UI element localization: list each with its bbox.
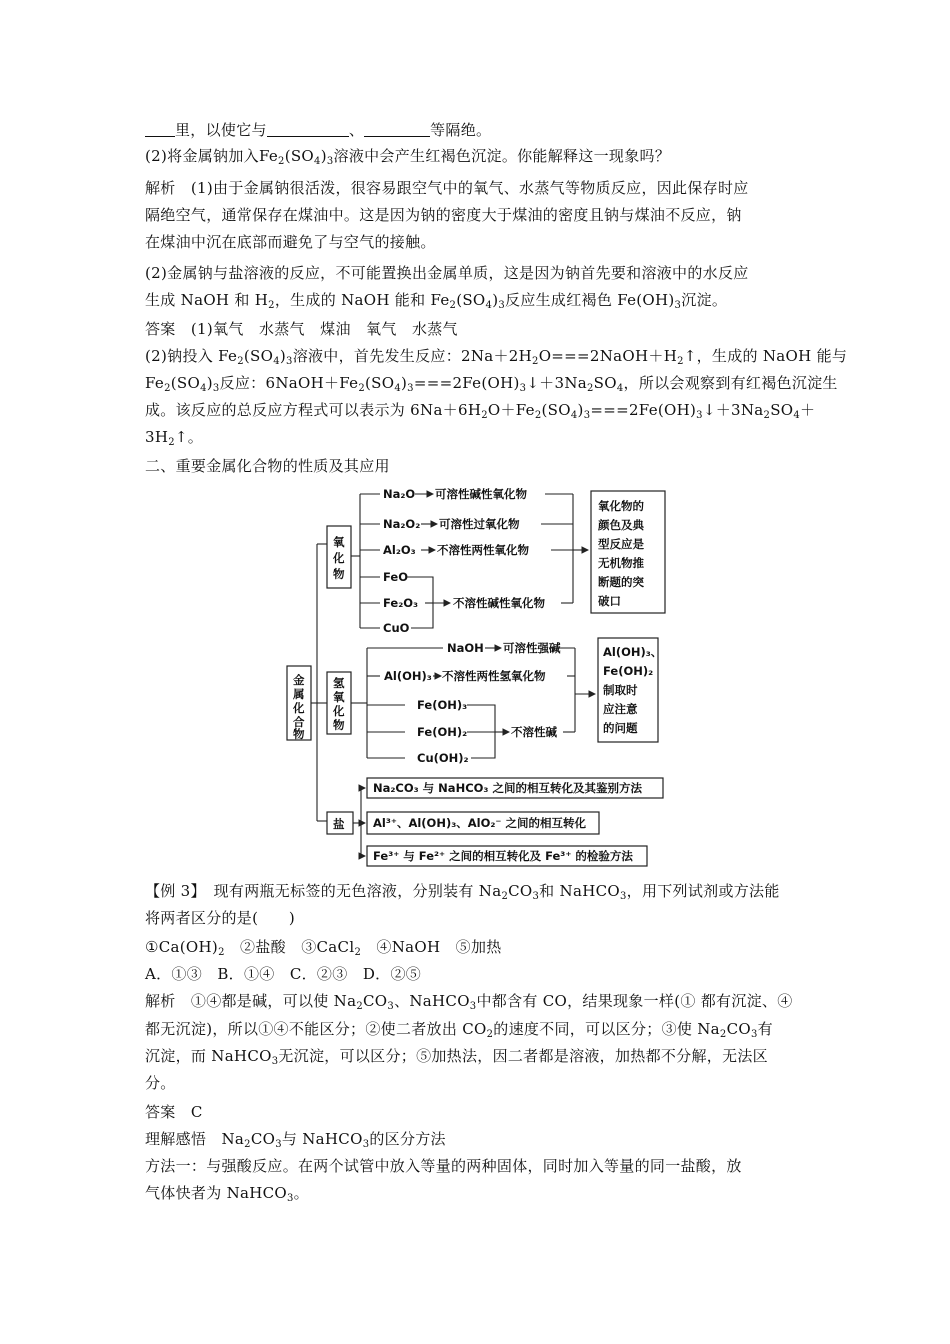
salt-3: Fe³⁺ 与 Fe²⁺ 之间的相互转化及 Fe³⁺ 的检验方法 <box>373 849 633 863</box>
feoh3: Fe(OH)₃ <box>417 698 468 712</box>
text: ，所以会观察到有红褐色沉淀生 <box>623 374 838 392</box>
text: 、NaHCO <box>394 992 470 1010</box>
text: 无沉淀，可以区分；⑤加热法，因二者都是溶液，加热都不分解，无法区 <box>278 1047 768 1065</box>
na2o: Na₂O <box>383 487 416 501</box>
salt-1: Na₂CO₃ 与 NaHCO₃ 之间的相互转化及其鉴别方法 <box>373 781 642 795</box>
text-line: 答案 C <box>145 1103 203 1121</box>
text: 中都含有 CO，结果现象一样(① 都有沉淀、④ <box>476 992 793 1010</box>
text: ) <box>279 347 287 365</box>
text-line: $Fe_2(SO_4)_3$反应：$6NaOH+Fe_2(SO_4)_3===2Fe(OH)_3↓+3Na_2SO_4$，所以会观察到有红褐色沉淀生 <box>145 374 838 394</box>
text: ，用下列试剂或方法能 <box>626 882 780 900</box>
text: CO <box>250 1130 276 1148</box>
text: 气体快者为 NaHCO <box>145 1184 287 1202</box>
naoh: NaOH <box>447 641 484 655</box>
text: ) <box>401 374 408 392</box>
text: ) <box>577 401 584 419</box>
al2o3-desc: 不溶性两性氧化物 <box>437 543 529 557</box>
hydroxide-label: 氢氧化物 <box>333 676 345 732</box>
text: O===2NaOH＋H <box>538 347 678 365</box>
text: (2)钠投入 Fe <box>145 347 238 365</box>
text: ) <box>320 147 327 165</box>
text: ②盐酸 ③CaCl <box>224 938 355 956</box>
text: 反应：6NaOH＋Fe <box>219 374 359 392</box>
naoh-desc: 可溶性强碱 <box>503 641 561 655</box>
text-line <box>145 119 491 141</box>
salt-2: Al³⁺、Al(OH)₃、AlO₂⁻ 之间的相互转化 <box>373 816 586 830</box>
text-line: 沉淀，而 NaHCO$_3$无沉淀，可以区分；⑤加热法，因二者都是溶液，加热都不分解，无法区 <box>145 1047 768 1067</box>
text: 的区分方法 <box>369 1130 446 1148</box>
text-line: 生成 NaOH 和 $H_2$，生成的 NaOH 能和 $Fe_2(SO_4)_3$反应生成红褐色 $Fe(OH)_3$沉淀。 <box>145 291 728 311</box>
text: 沉淀。 <box>681 291 728 309</box>
compound-classification-diagram <box>285 486 675 872</box>
section-heading: 二、重要金属化合物的性质及其应用 <box>145 457 390 475</box>
text-line: 都无沉淀)，所以①④不能区分；②使二者放出 $CO_2$的速度不同，可以区分；③使 $Na_2CO_3$有 <box>145 1020 773 1040</box>
text: 的速度不同，可以区分；③使 Na <box>493 1020 720 1038</box>
text-line: 将两者区分的是( ) <box>145 909 296 927</box>
root-label: 金属化合物 <box>293 673 305 741</box>
text-line: 【例 3】 现有两瓶无标签的无色溶液，分别装有 $Na_2CO_3$和 NaHCO$_3$，用下列试剂或方法能 <box>145 882 780 902</box>
oxide-label: 氧化物 <box>333 535 345 581</box>
text: 沉淀，而 NaHCO <box>145 1047 272 1065</box>
text: SO <box>770 401 794 419</box>
text-line: (2)钠投入 $Fe_2(SO_4)_3$溶液中，首先发生反应：$2Na+2H_2O===2NaOH+H_2↑$，生成的 NaOH 能与 <box>145 347 848 367</box>
text-line: 解析 (1)由于金属钠很活泼，很容易跟空气中的氧气、水蒸气等物质反应，因此保存时应 <box>145 179 749 197</box>
text-line: 解析 ①④都是碱，可以使 $Na_2CO_3$、NaHCO$_3$中都含有 CO，结果现象一样(① 都有沉淀、④ <box>145 992 793 1012</box>
text: 反应生成红褐色 Fe(OH) <box>505 291 675 309</box>
text: 生成 NaOH 和 H <box>145 291 269 309</box>
text: Fe <box>145 374 165 392</box>
cuo: CuO <box>383 621 410 635</box>
fe2o3: Fe₂O₃ <box>383 596 419 610</box>
blank <box>364 122 430 137</box>
text-line: A．①③ B．①④ C．②③ D．②⑤ <box>145 965 422 983</box>
text: 等隔绝。 <box>430 121 492 139</box>
text-line: 气体快者为 NaHCO$_3$。 <box>145 1184 309 1204</box>
text: (SO <box>365 374 395 392</box>
text: SO <box>593 374 617 392</box>
text-line: 分。 <box>145 1074 176 1092</box>
text: 。 <box>293 1184 309 1202</box>
text: 溶液中，首先发生反应：2Na＋2H <box>292 347 533 365</box>
text-line: 方法一：与强酸反应。在两个试管中放入等量的两种固体，同时加入等量的同一盐酸，放 <box>145 1157 742 1175</box>
text: ) <box>206 374 213 392</box>
text: ④NaOH ⑤加热 <box>361 938 502 956</box>
text: (SO <box>243 347 274 365</box>
text: 溶液中会产生红褐色沉淀。你能解释这一现象吗？ <box>333 147 671 165</box>
feoh2: Fe(OH)₂ <box>417 725 468 739</box>
feo: FeO <box>383 570 408 584</box>
text: ↑，生成的 NaOH 能与 <box>683 347 848 365</box>
text: 都无沉淀)，所以①④不能区分；②使二者放出 CO <box>145 1020 487 1038</box>
cuoh2: Cu(OH)₂ <box>417 751 469 765</box>
al2o3: Al₂O₃ <box>383 543 416 557</box>
hydroxide-note: Al(OH)₃、 Fe(OH)₂ 制取时应注意的问题 <box>603 645 663 735</box>
text: 理解感悟 Na <box>145 1130 245 1148</box>
text-line: 成。该反应的总反应方程式可以表示为 $6Na+6H_2O+Fe_2(SO_4)_3===2Fe(OH)_3↓+3Na_2SO_4+$ <box>145 401 816 421</box>
insoluble-base: 不溶性碱 <box>511 725 557 739</box>
blank <box>145 122 175 137</box>
text: 3H <box>145 428 169 446</box>
text: CO <box>726 1020 751 1038</box>
text: (SO <box>456 291 486 309</box>
text: ＋ <box>800 401 816 419</box>
text: ↓＋3Na <box>702 401 764 419</box>
text: 与 NaHCO <box>281 1130 363 1148</box>
text-line: 理解感悟 $Na_2CO_3$与 NaHCO$_3$的区分方法 <box>145 1130 446 1150</box>
text: (SO <box>170 374 201 392</box>
text-line: 在煤油中沉在底部而避免了与空气的接触。 <box>145 233 436 251</box>
basic-oxide-desc: 不溶性碱性氧化物 <box>453 596 545 610</box>
blank <box>267 122 349 137</box>
text-line: 答案 (1)氧气 水蒸气 煤油 氧气 水蒸气 <box>145 320 458 338</box>
text: ↑。 <box>174 428 204 446</box>
text: ，生成的 NaOH 能和 Fe <box>274 291 450 309</box>
text: 成。该反应的总反应方程式可以表示为 6Na＋6H <box>145 401 482 419</box>
text-line: $3H_2↑$。 <box>145 428 204 448</box>
text: (SO <box>284 147 315 165</box>
text: ) <box>492 291 499 309</box>
salt-label: 盐 <box>333 817 345 831</box>
text: ===2Fe(OH) <box>590 401 697 419</box>
text-line: $①Ca(OH)_2$ ②盐酸 ③CaCl$_2$ ④NaOH ⑤加热 <box>145 938 502 958</box>
na2o2-desc: 可溶性过氧化物 <box>439 517 520 531</box>
text: O＋Fe <box>487 401 535 419</box>
text-line: (2)将金属钠加入$Fe_2(SO_4)_3$溶液中会产生红褐色沉淀。你能解释这一现象吗？ <box>145 147 671 167</box>
text: CO <box>363 992 388 1010</box>
text-line: (2)金属钠与盐溶液的反应，不可能置换出金属单质，这是因为钠首先要和溶液中的水反应 <box>145 264 749 282</box>
text: ①Ca(OH) <box>145 938 219 956</box>
oxide-note: 氧化物的颜色及典型反应是无机物推断题的突破口 <box>598 499 644 608</box>
na2o2: Na₂O₂ <box>383 517 421 531</box>
text: 、 <box>348 121 365 139</box>
aloh3-desc: 不溶性两性氢氧化物 <box>442 669 546 683</box>
text: CO <box>508 882 533 900</box>
text: 有 <box>757 1020 773 1038</box>
na2o-desc: 可溶性碱性氧化物 <box>435 487 527 501</box>
text: 解析 ①④都是碱，可以使 Na <box>145 992 357 1010</box>
text: (2)将金属钠加入Fe <box>145 147 279 165</box>
aloh3: Al(OH)₃ <box>384 669 432 683</box>
text: 和 NaHCO <box>539 882 620 900</box>
text: ===2Fe(OH) <box>413 374 520 392</box>
text: 【例 3】 现有两瓶无标签的无色溶液，分别装有 Na <box>145 882 502 900</box>
text: ↓＋3Na <box>526 374 587 392</box>
text: (SO <box>541 401 571 419</box>
text: 里，以使它与 <box>175 121 267 139</box>
text-line: 隔绝空气，通常保存在煤油中。这是因为钠的密度大于煤油的密度且钠与煤油不反应，钠 <box>145 206 742 224</box>
